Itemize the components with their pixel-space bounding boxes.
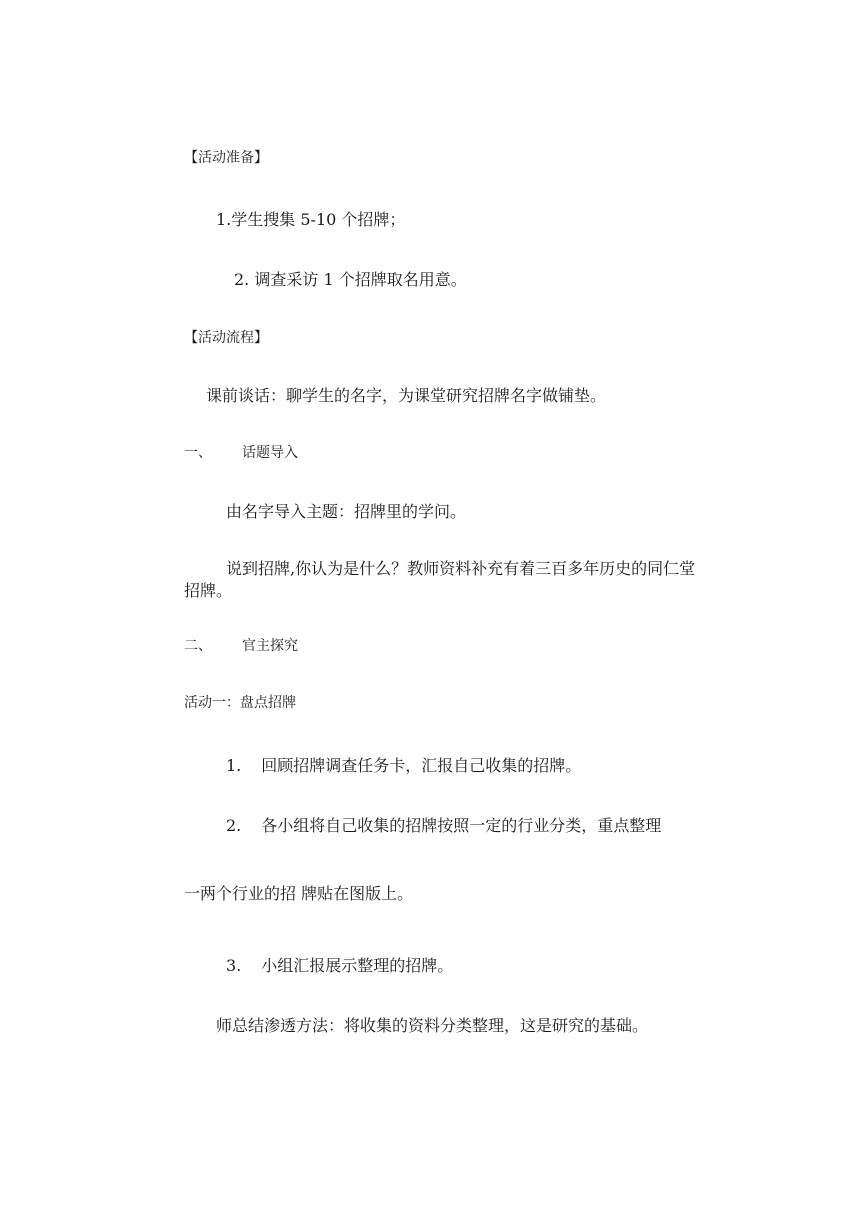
- step-3-text: 小组汇报展示整理的招牌。: [261, 956, 454, 975]
- step-3-number: 3.: [226, 956, 242, 975]
- section-1-heading: [184, 445, 298, 462]
- teacher-summary: 师总结渗透方法：将收集的资料分类整理，这是研究的基础。: [216, 1016, 649, 1035]
- step-2: [226, 816, 661, 835]
- step-1-number: 1.: [226, 756, 242, 775]
- section-1-title: 话题导入: [242, 445, 298, 461]
- section-2-number: 二、: [184, 638, 212, 654]
- step-3: [226, 956, 453, 975]
- step-2-continuation: 一两个行业的招 牌贴在图版上。: [184, 884, 414, 903]
- step-1-text: 回顾招牌调查任务卡，汇报自己收集的招牌。: [261, 756, 582, 775]
- step-2-number: 2.: [226, 816, 242, 835]
- section-2-title: 官主探究: [242, 638, 298, 654]
- step-2-text: 各小组将自己收集的招牌按照一定的行业分类，重点整理: [261, 816, 662, 835]
- step-1: [226, 756, 581, 775]
- section-1-paragraph-2: 说到招牌,你认为是什么？教师资料补充有着三百多年历史的同仁堂招牌。: [184, 559, 696, 600]
- flow-intro: 课前谈话：聊学生的名字，为课堂研究招牌名字做铺垫。: [206, 386, 607, 405]
- activity-1-title: 活动一：盘点招牌: [184, 695, 296, 711]
- prep-item-1: 1.学生搜集 5-10 个招牌；: [216, 210, 406, 229]
- section-1-paragraph-1: 由名字导入主题：招牌里的学问。: [226, 502, 467, 521]
- section-1-number: 一、: [184, 445, 212, 461]
- prep-heading: 【活动准备】: [184, 150, 268, 166]
- flow-heading: 【活动流程】: [184, 330, 268, 346]
- section-2-heading: [184, 638, 298, 655]
- prep-item-2: 2. 调查采访 1 个招牌取名用意。: [234, 270, 467, 289]
